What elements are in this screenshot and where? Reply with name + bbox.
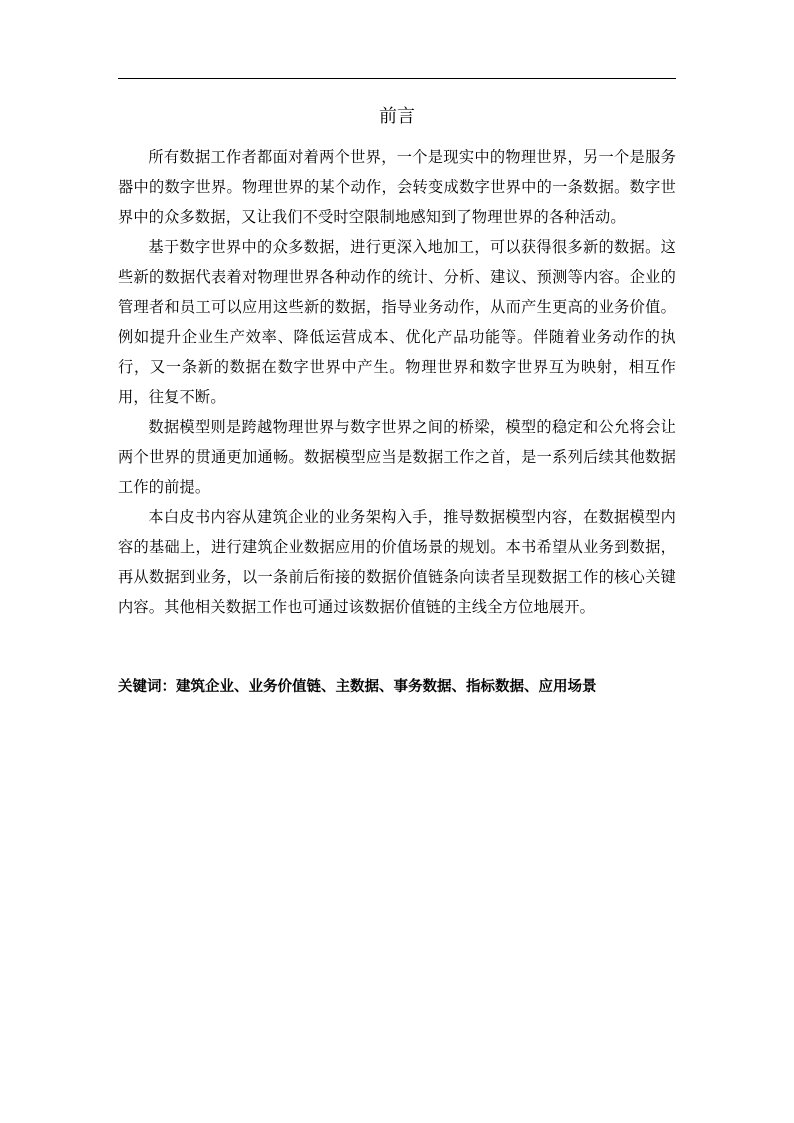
paragraph-4: 本白皮书内容从建筑企业的业务架构入手，推导数据模型内容，在数据模型内容的基础上，进行建筑企业数据应用的价值场景的规划。本书希望从业务到数据，再从数据到业务，以一条前后衔接的数据价值链条向读者呈现数据工作的核心关键内容。其他相关数据工作也可通过该数据价值链的主线全方位地展开。 (118, 508, 676, 616)
keywords-line: 关键词：建筑企业、业务价值链、主数据、事务数据、指标数据、应用场景 (118, 679, 597, 695)
paragraph-1: 所有数据工作者都面对着两个世界，一个是现实中的物理世界，另一个是服务器中的数字世界。物理世界的某个动作，会转变成数字世界中的一条数据。数字世界中的众多数据，又让我们不受时空限制地感知到了物理世界的各种活动。 (118, 148, 676, 226)
paragraph-2: 基于数字世界中的众多数据，进行更深入地加工，可以获得很多新的数据。这些新的数据代表着对物理世界各种动作的统计、分析、建议、预测等内容。企业的管理者和员工可以应用这些新的数据，指导业务动作，从而产生更高的业务价值。例如提升企业生产效率、降低运营成本、优化产品功能等。伴随着业务动作的执行，又一条新的数据在数字世界中产生。物理世界和数字世界互为映射，相互作用，往复不断。 (118, 238, 676, 406)
body-text (118, 142, 676, 622)
page-title: 前言 (379, 106, 415, 127)
paragraph-3: 数据模型则是跨越物理世界与数字世界之间的桥梁，模型的稳定和公允将会让两个世界的贯通更加通畅。数据模型应当是数据工作之首，是一系列后续其他数据工作的前提。 (118, 418, 676, 496)
header-rule (118, 78, 676, 79)
